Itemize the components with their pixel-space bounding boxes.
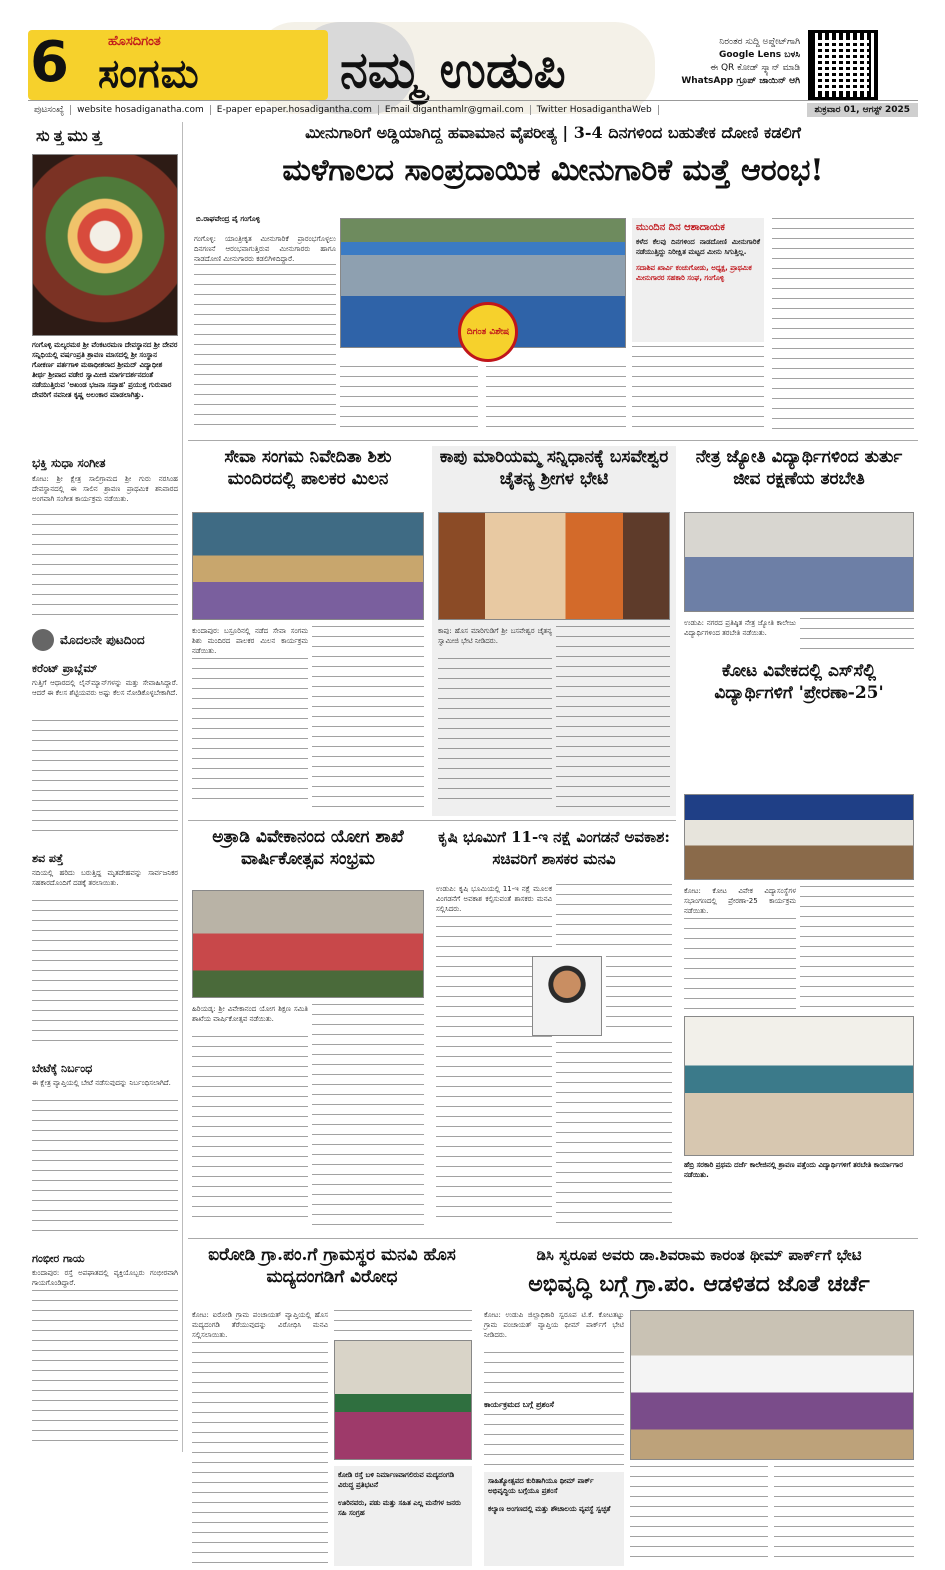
story-a-photo bbox=[192, 512, 424, 620]
story-d-body-more bbox=[684, 918, 796, 1010]
twitter-link[interactable]: Twitter HosadiganthaWeb bbox=[531, 105, 659, 115]
story-f-title: ಕೃಷಿ ಭೂಮಿಗೆ 11-ಇ ನಕ್ಷೆ ವಿಂಗಡನೆ ಅವಕಾಶ: ಸಚಿವರಿಗೆ ಶಾಸಕರ ಮನವಿ bbox=[438, 828, 670, 868]
s4-body: ಈ ಕ್ಷೇತ್ರ ವ್ಯಾಪ್ತಿಯಲ್ಲಿ ಬೇಟೆ ನಡೆಸುವುದನ್ನು ನಿರ್ಬಂಧಿಸಲಾಗಿದೆ. bbox=[32, 1079, 171, 1087]
digantha-badge bbox=[458, 302, 518, 362]
story-h-body-col2 bbox=[630, 1466, 768, 1566]
story-d-body: ಕೋಟ: ಕೋಟ ವಿವೇಕ ವಿದ್ಯಾಸಂಸ್ಥೆಗಳ ಸಭಾಂಗಣದಲ್ಲಿ ಪ್ರೇರಣಾ-25 ಕಾರ್ಯಕ್ರಮ ನಡೆಯಿತು. bbox=[684, 887, 796, 915]
story-c-body: ಉಡುಪಿ: ನಗರದ ಪ್ರತಿಷ್ಠಿತ ನೇತ್ರ ಜ್ಯೋತಿ ಕಾಲೇಜು ವಿದ್ಯಾರ್ಥಿಗಳಿಂದ ತರಬೇತಿ ನಡೆಯಿತು. bbox=[684, 619, 796, 637]
s5-title: ಗಂಭೀರ ಗಾಯ bbox=[32, 1252, 85, 1265]
qr-line: Google Lens ಬಳಸಿ bbox=[718, 50, 800, 60]
bullet-item: ಕಲ್ಯಾಣ ಅಂಗಣದಲ್ಲಿ ಮತ್ತು ಶೌಚಾಲಯ ವ್ಯವಸ್ಥೆ ಸ್ವಚ್ಛತೆ bbox=[488, 1505, 611, 1513]
story-a-body: ಕುಂದಾಪುರ: ಬಸ್ರೂರಿನಲ್ಲಿ ನಡೆದ ಸೇವಾ ಸಂಗಮ ಶಿಶು ಮಂದಿರದ ಪಾಲಕರ ಮಿಲನ ಕಾರ್ಯಕ್ರಮ ನಡೆಯಿತು. bbox=[192, 627, 308, 655]
story-b-body: ಕಾಪು: ಹೊಸ ಮಾರಿಗುಡಿಗೆ ಶ್ರೀ ಬಸವೇಶ್ವರ ಚೈತನ್ಯ ಸ್ವಾಮೀಜಿ ಭೇಟಿ ನೀಡಿದರು. bbox=[438, 627, 552, 645]
brand-title: ಸಂಗಮ bbox=[98, 50, 200, 97]
qr-line: ನಿರಂತರ ಸುದ್ದಿ ಅಪ್ಡೇಟ್‌ಗಾಗಿ bbox=[719, 37, 800, 47]
story-f-body: ಉಡುಪಿ: ಕೃಷಿ ಭೂಮಿಯಲ್ಲಿ 11-ಇ ನಕ್ಷೆ ಮೂಲಕ ವಿಂಗಡನೆಗೆ ಅವಕಾಶ ಕಲ್ಪಿಸುವಂತೆ ಶಾಸಕರು ಮನವಿ ಸಲ್ಲಿಸಿದರು. bbox=[436, 885, 552, 913]
story-b-body-more bbox=[438, 658, 552, 808]
lead-body-col4 bbox=[632, 346, 764, 432]
lead-body-col1 bbox=[194, 264, 336, 430]
story-airodi bbox=[188, 1244, 476, 1570]
story-b-photo bbox=[438, 512, 670, 620]
story-e-body-more bbox=[192, 1036, 308, 1226]
s1-body: ಕೋಟ: ಶ್ರೀ ಕ್ಷೇತ್ರ ಸಾಲಿಗ್ರಾಮದ ಶ್ರೀ ಗುರು ನರಸಿಂಹ ದೇವಸ್ಥಾನದಲ್ಲಿ ಈ ಸಾಲಿನ ಶ್ರಾವಣ ಪ್ರಾಥಮಿಕ ಶನಿವಾರದ ಅಂಗವಾಗಿ ಸಂಗೀತ ಕಾರ್ಯಕ್ರಮ ನಡೆಯಿತು. bbox=[32, 475, 178, 503]
sidebox-title: ಮುಂದಿನ ದಿನ ಆಶಾದಾಯಕ bbox=[636, 222, 725, 233]
story-h-body-col1b bbox=[484, 1414, 624, 1468]
story-f-body-col2 bbox=[556, 884, 672, 950]
story-h-title: ಡಿಸಿ ಸ್ವರೂಪ ಅವರು ಡಾ.ಶಿವರಾಮ ಕಾರಂತ ಥೀಮ್ ಪಾರ್ಕ್‌ಗೆ ಭೇಟಿ bbox=[536, 1246, 862, 1264]
story-e-body-col2 bbox=[312, 1004, 424, 1226]
story-e-body: ಹಿರಿಯಡ್ಕ: ಶ್ರೀ ವಿವೇಕಾನಂದ ಯೋಗ ಶಿಕ್ಷಣ ಸಮಿತಿ ಶಾಖೆಯ ವಾರ್ಷಿಕೋತ್ಸವ ನಡೆಯಿತು. bbox=[192, 1005, 308, 1023]
email-link[interactable]: Email diganthamlr@gmail.com bbox=[379, 105, 531, 115]
story-h-body-more bbox=[484, 1352, 624, 1396]
lead-body-col5 bbox=[772, 218, 914, 432]
story-g-bullets bbox=[334, 1466, 472, 1566]
lead-kicker: ಮೀನುಗಾರಿಗೆ ಅಡ್ಡಿಯಾಗಿದ್ದ ಹವಾಮಾನ ವೈಪರೀತ್ಯ | 3-4 ದಿನಗಳಿಂದ ಬಹುತೇಕ ದೋಣಿ ಕಡಲಿಗೆ bbox=[305, 123, 801, 142]
epaper-link[interactable]: E-paper epaper.hosadigantha.com bbox=[211, 105, 379, 115]
story-d-title: ಕೋಟ ವಿವೇಕದಲ್ಲಿ ಎಸ್‌ಸೆಲ್ಲಿ ವಿದ್ಯಾರ್ಥಿಗಳಿಗೆ 'ಪ್ರೇರಣಾ-25' bbox=[714, 661, 884, 703]
continuation-label: ಮೊದಲನೇ ಪುಟದಿಂದ bbox=[60, 632, 145, 647]
page-number: 6 bbox=[30, 30, 69, 95]
section-title: ನಮ್ಮ ಉಡುಪಿ bbox=[340, 40, 566, 99]
story-kapu bbox=[432, 446, 676, 816]
story-f-body-col2b bbox=[606, 956, 672, 1036]
story-g-title: ಐರೋಡಿ ಗ್ರಾ.ಪಂ.ಗೆ ಗ್ರಾಮಸ್ಥರ ಮನವಿ ಹೊಸ ಮದ್ಯದಂಗಡಿಗೆ ವಿರೋಧ bbox=[208, 1245, 456, 1287]
s5-body-continued bbox=[32, 1290, 178, 1450]
lead-body-col2 bbox=[340, 366, 478, 432]
story-prerana bbox=[680, 660, 918, 1226]
story-a-body-col2 bbox=[312, 626, 424, 808]
qr-line: WhatsApp ಗ್ರೂಪ್ ಜಾಯಿನ್ ಆಗಿ bbox=[681, 76, 800, 86]
divider bbox=[188, 820, 676, 821]
s3-title: ಶವ ಪತ್ತೆ bbox=[32, 852, 64, 865]
qr-line: ಈ QR ಕೋಡ್ ಸ್ಕ್ಯಾನ್ ಮಾಡಿ bbox=[710, 63, 800, 73]
pencil-icon bbox=[32, 629, 54, 651]
s4-body-continued bbox=[32, 1100, 178, 1240]
s2-body-continued bbox=[32, 720, 178, 838]
story-h-photo bbox=[630, 1310, 914, 1460]
brand-small: ಹೊಸದಿಗಂತ bbox=[108, 34, 161, 49]
story-d-photo-2 bbox=[684, 1016, 914, 1156]
lead-headline: ಮಳೆಗಾಲದ ಸಾಂಪ್ರದಾಯಿಕ ಮೀನುಗಾರಿಕೆ ಮತ್ತೆ ಆರಂಭ! bbox=[282, 153, 824, 188]
temple-caption: ಗಂಗೊಳ್ಳಿ ಮಲ್ಯರಮಠ ಶ್ರೀ ವೆಂಕಟರಮಣ ದೇವಸ್ಥಾನದ ಶ್ರೀ ದೇವರ ಸನ್ನಿಧಿಯಲ್ಲಿ ವರ್ಷಂಪ್ರತಿ ಶ್ರಾವಣ ಮಾಸದಲ್ಲಿ ಶ್ರೀ ಸಂಸ್ಥಾನ ಗೋಕರ್ಣ ಪರ್ತಗಾಳಿ ಮಠಾಧೀಶರಾದ ಶ್ರೀಮದ್ ವಿದ್ಯಾಧೀಶ ತೀರ್ಥ ಶ್ರೀಪಾದ ವಡೇರ ಸ್ವಾಮೀಜಿ ಮಾರ್ಗದರ್ಶನದಂತೆ ನಡೆಯುತ್ತಿರುವ 'ಅಖಂಡ ಭಜನಾ ಸಪ್ತಾಹ' ಪ್ರಯುಕ್ತ ಗುರುವಾರ ದೇವರಿಗೆ ನವನೀತ ಕೃಷ್ಣ ಅಲಂಕಾರ ಮಾಡಲಾಗಿತ್ತು. bbox=[32, 341, 178, 399]
left-header: ಸುತ್ತಮುತ್ತ bbox=[36, 126, 106, 145]
story-krishi bbox=[432, 826, 676, 1234]
badge-text: ದಿಗಂತ ವಿಶೇಷ bbox=[466, 327, 510, 337]
story-f-portrait bbox=[532, 956, 602, 1036]
story-g-body-more bbox=[192, 1342, 328, 1566]
lead-byline: ಬಿ.ರಾಘವೇಂದ್ರ ಪೈ ಗಂಗೊಳ್ಳಿ bbox=[196, 215, 261, 223]
lead-body: ಗಂಗೊಳ್ಳಿ: ಯಾಂತ್ರೀಕೃತ ಮೀನುಗಾರಿಕೆ ಪ್ರಾರಂಭಗೊಳ್ಳಲು ದಿನಗಣನೆ ಆರಂಭವಾಗುತ್ತಿರುವ ಮೀನುಗಾರರು ಹಾಗೂ ನಾಡದೋಣಿ ಮೀನುಗಾರರು ಕಡಲಿಗಿಳಿದಿದ್ದಾರೆ. bbox=[194, 235, 336, 263]
qr-code-icon[interactable] bbox=[808, 30, 878, 100]
story-g-body: ಕೋಟ: ಐರೋಡಿ ಗ್ರಾಮ ಪಂಚಾಯತ್ ವ್ಯಾಪ್ತಿಯಲ್ಲಿ ಹೊಸ ಮದ್ಯದಂಗಡಿ ತೆರೆಯುವುದನ್ನು ವಿರೋಧಿಸಿ ಮನವಿ ಸಲ್ಲಿಸಲಾಯಿತು. bbox=[192, 1311, 328, 1339]
bullet-item: ಕೋಡಿ ರಸ್ತೆ ಬಳಿ ನಿರ್ಮಾಣವಾಗಲಿರುವ ಮದ್ಯದಂಗಡಿ ವಿರುದ್ಧ ಪ್ರತಿಭಟನೆ bbox=[338, 1471, 455, 1489]
story-f-body-col2c bbox=[556, 1042, 672, 1226]
story-c-title: ನೇತ್ರ ಜ್ಯೋತಿ ವಿದ್ಯಾರ್ಥಿಗಳಿಂದ ತುರ್ತು ಜೀವ ರಕ್ಷಣೆಯ ತರಬೇತಿ bbox=[695, 447, 903, 489]
story-d-caption: ಹೆಬ್ರಿ ಸರಕಾರಿ ಪ್ರಥಮ ದರ್ಜೆ ಕಾಲೇಜಿನಲ್ಲಿ ಶ್ರಾವಣ ಪತ್ತೆಂದು ವಿದ್ಯಾರ್ಥಿಗಳಿಗೆ ತರಬೇತಿ ಕಾರ್ಯಾಗಾರ ನಡೆಯಿತು. bbox=[684, 1161, 903, 1179]
s4-title: ಬೇಟೆಕ್ಕೆ ನಿರ್ಬಂಧ bbox=[32, 1062, 93, 1075]
s1-title: ಭಕ್ತಿ ಸುಧಾ ಸಂಗೀತ bbox=[32, 456, 106, 470]
story-h-title2: ಅಭಿವೃದ್ಧಿ ಬಗ್ಗೆ ಗ್ರಾ.ಪಂ. ಆಡಳಿತದ ಜೊತೆ ಚರ್ಚೆ bbox=[528, 1271, 870, 1297]
pages-label: ಪುಟಸಂಖ್ಯೆ bbox=[28, 105, 71, 115]
sidebox-body: ಕಳೆದ ಕೆಲವು ದಿನಗಳಿಂದ ನಾಡದೋಣಿ ಮೀನುಗಾರಿಕೆ ನಡೆಯುತ್ತಿದ್ದು ನಿರೀಕ್ಷಿತ ಮಟ್ಟದ ಮೀನು ಸಿಗುತ್ತಿಲ್ಲ. bbox=[636, 238, 760, 256]
story-e-title: ಅತ್ರಾಡಿ ವಿವೇಕಾನಂದ ಯೋಗ ಶಾಖೆ ವಾರ್ಷಿಕೋತ್ಸವ ಸಂಭ್ರಮ bbox=[212, 827, 404, 869]
story-netra-jyothi bbox=[680, 446, 918, 656]
story-g-body-col2 bbox=[334, 1310, 472, 1336]
story-d-body-col2 bbox=[800, 886, 914, 1010]
left-column bbox=[28, 122, 183, 1452]
story-h-bullets bbox=[484, 1472, 624, 1566]
s3-body: ನದಿಯಲ್ಲಿ ಹರಿದು ಬರುತ್ತಿದ್ದ ಮೃತದೇಹವನ್ನು ಸಾರ್ವಜನಿಕರ ಸಹಕಾರದೊಂದಿಗೆ ದಡಕ್ಕೆ ತರಲಾಯಿತು. bbox=[32, 869, 178, 887]
s5-body: ಕುಂದಾಪುರ: ರಸ್ತೆ ಅಪಘಾತದಲ್ಲಿ ವ್ಯಕ್ತಿಯೊಬ್ಬರು ಗಂಭೀರವಾಗಿ ಗಾಯಗೊಂಡಿದ್ದಾರೆ. bbox=[32, 1269, 178, 1287]
lead-story bbox=[188, 122, 918, 437]
divider bbox=[188, 1238, 918, 1239]
story-yoga bbox=[188, 826, 428, 1234]
story-c-body-col2 bbox=[800, 618, 914, 652]
story-b-body-col2 bbox=[556, 626, 670, 808]
sidebox-signature: ಸದಾಶಿವ ಖಾರ್ವಿ ಕಂಚುಗೋಡು, ಅಧ್ಯಕ್ಷ, ಪ್ರಾಥಮಿಕ ಮೀನುಗಾರರ ಸಹಕಾರಿ ಸಂಘ, ಗಂಗೊಳ್ಳಿ bbox=[636, 264, 752, 282]
story-b-title: ಕಾಪು ಮಾರಿಯಮ್ಮ ಸನ್ನಿಧಾನಕ್ಕೆ ಬಸವೇಶ್ವರ ಚೈತನ್ಯ ಶ್ರೀಗಳ ಭೇಟಿ bbox=[439, 447, 669, 489]
story-theme-park bbox=[480, 1244, 918, 1570]
s2-body: ಗುತ್ತಿಗೆ ಆಧಾರದಲ್ಲಿ ಲೈನ್‌ಮ್ಯಾನ್‌ಗಳನ್ನು ಮತ್ತು ಸೇವಾಹಿಸಿದ್ದಾರೆ. ಆದರೆ ಈ ಕೆಲಸ ಶೆಟ್ಟಿಯವರು ಅಷ್ಟು ಕೆಲಸ ನೋಡಿಕೊಳ್ಳಬೇಕಾಗಿದೆ. bbox=[32, 679, 178, 697]
website-link[interactable]: website hosadiganatha.com bbox=[71, 105, 211, 115]
lead-sidebox bbox=[632, 218, 764, 342]
story-h-body-col3 bbox=[774, 1466, 914, 1566]
story-g-photo bbox=[334, 1340, 472, 1460]
story-c-photo bbox=[684, 512, 914, 612]
s1-body-continued bbox=[32, 514, 178, 616]
temple-photo bbox=[32, 154, 178, 336]
issue-date: ಶುಕ್ರವಾರ 01, ಆಗಸ್ಟ್ 2025 bbox=[807, 103, 918, 117]
s2-title: ಕರೆಂಟ್ ಪ್ರಾಬ್ಲೆಮ್ bbox=[32, 662, 98, 675]
story-e-photo bbox=[192, 890, 424, 998]
bullet-item: ಸಾಹಿತ್ಯೋತ್ಸವದ ಕುರಿತಾಗಿಯೂ ಥೀಮ್ ಪಾರ್ಕ್ ಅಭಿವೃದ್ಧಿಯ ಬಗ್ಗೆಯೂ ಪ್ರಶಂಸೆ bbox=[488, 1477, 594, 1495]
story-a-body-more bbox=[192, 658, 308, 808]
qr-instructions bbox=[640, 36, 800, 88]
lead-body-col3 bbox=[486, 366, 626, 432]
bullet-item: ಊರಿನವರು, ಪಡು ಮತ್ತು ಸಹಿತ ಎಲ್ಲ ಮನೆಗಳ ಜನರು ಸಹಿ ಸಂಗ್ರಹ bbox=[338, 1499, 461, 1517]
info-bar bbox=[28, 100, 918, 118]
story-h-body: ಕೋಟ: ಉಡುಪಿ ಜಿಲ್ಲಾಧಿಕಾರಿ ಸ್ವರೂಪ ಟಿ.ಕೆ. ಕೋಟತಟ್ಟು ಗ್ರಾಮ ಪಂಚಾಯತ್ ವ್ಯಾಪ್ತಿಯ ಥೀಮ್ ಪಾರ್ಕ್‌ಗೆ ಭೇಟಿ ನೀಡಿದರು. bbox=[484, 1311, 624, 1339]
story-a-title: ಸೇವಾ ಸಂಗಮ ನಿವೇದಿತಾ ಶಿಶು ಮಂದಿರದಲ್ಲಿ ಪಾಲಕರ ಮಿಲನ bbox=[224, 447, 392, 489]
front-page-continuation bbox=[32, 622, 178, 658]
story-seva-sangama bbox=[188, 446, 428, 816]
divider bbox=[188, 440, 918, 441]
s3-body-continued bbox=[32, 900, 178, 1050]
story-d-photo bbox=[684, 794, 914, 880]
story-h-subhead: ಕಾರ್ಯಕ್ರಮದ ಬಗ್ಗೆ ಪ್ರಶಂಸೆ bbox=[484, 1400, 554, 1409]
